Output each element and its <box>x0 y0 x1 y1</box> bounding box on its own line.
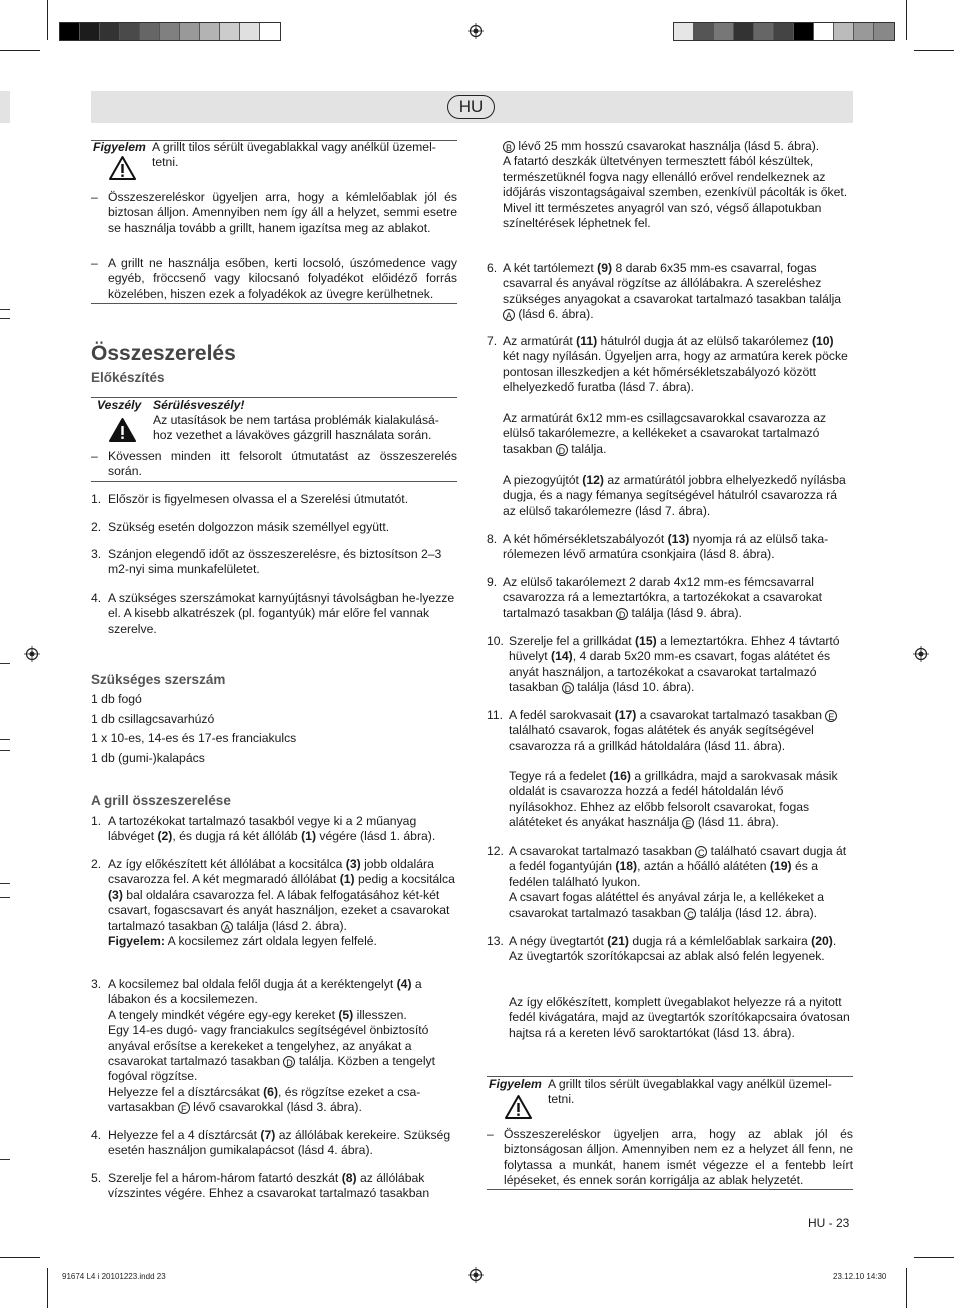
list-item: A szükséges szerszámokat karnyújtásnyi távolságban he-lyezze el. A kisebb alkatrészek (pl. fogantyúk) már előre fel vannak szerelve. <box>108 591 455 636</box>
color-bar-left <box>59 22 281 41</box>
danger-bullet-1: Kövessen minden itt felsorolt útmutatást az összeszerelés során. <box>108 449 457 479</box>
assembly-step-13a: A négy üvegtartót (21) dugja rá a kémlelőablak sarkaira (20). Az üvegtartók szorítókapcsai az ablak alsó felén legyenek. <box>509 934 837 964</box>
previous-page-rule <box>0 1159 10 1160</box>
danger-triangle-icon <box>108 417 137 443</box>
list-item: Szánjon elegendő időt az összeszerelésre, és biztosítson 2–3 m2-nyi sima munkafelületet. <box>108 547 442 577</box>
assembly-step-4: Helyezze fel a 4 dísztárcsát (7) az állólábak kerekeire. Szükség esetén használjon gumikalapácsot (lásd 4. ábra). <box>108 1128 451 1158</box>
previous-page-rule <box>0 750 10 751</box>
previous-page-rule <box>0 309 10 310</box>
danger-sublabel: Sérülésveszély! <box>153 398 245 412</box>
warning-bottom-rule <box>487 1189 853 1190</box>
registration-mark-icon <box>913 646 929 662</box>
warning-bullet-1: Összeszereléskor ügyeljen arra, hogy az ablak jól és biztonságosan álljon. Amennyiben nem ez a helyzet áll fenn, ne folytassa a munkát, hanem ismét végezze el a fentebb leírt lépéseket, és ennek során korrigálja az ablak helyzetét. <box>504 1127 853 1188</box>
list-number: 9. <box>487 575 498 589</box>
assembly-step-11a: A fedél sarokvasait (17) a csavarokat tartalmazó tasakban E található csavarok, fogas alátétek és anyák segítségével csavarozza rá a grillkád hátoldalára (lásd 11. ábra). <box>509 708 853 754</box>
assembly-step-1: A tartozékokat tartalmazó tasakból vegye ki a 2 műanyag lábvéget (2), és dugja rá két állóláb (1) végére (lásd 1. ábra). <box>108 814 436 844</box>
bullet-dash: – <box>91 190 98 204</box>
crop-mark <box>0 50 40 51</box>
list-number: 4. <box>91 1128 102 1142</box>
crop-mark <box>47 0 48 40</box>
list-number: 13. <box>487 934 504 948</box>
bullet-dash: – <box>91 449 98 463</box>
tool-item: 1 db csillagcsavarhúzó <box>91 712 215 726</box>
list-item: Először is figyelmesen olvassa el a Szerelési útmutatót. <box>108 492 409 506</box>
previous-page-rule <box>0 663 10 664</box>
tool-item: 1 db (gumi-)kalapács <box>91 751 205 765</box>
danger-label: Veszély <box>97 398 142 412</box>
bullet-dash: – <box>487 1127 494 1141</box>
list-number: 3. <box>91 977 102 991</box>
assembly-step-7b: Az armatúrát 6x12 mm-es csillagcsavarokkal csavarozza az elülső takarólemezre, a kellékeket a csavarokat tartalmazó tasakban D találja. <box>503 411 827 456</box>
subsection-title: A grill összeszerelése <box>91 793 231 808</box>
warning-label: Figyelem <box>489 1077 542 1091</box>
warning-label: Figyelem <box>93 140 146 154</box>
list-number: 6. <box>487 261 498 275</box>
crop-mark <box>914 1257 954 1258</box>
crop-mark <box>0 1257 40 1258</box>
subsection-title: Előkészítés <box>91 370 165 385</box>
crop-mark <box>906 1268 907 1308</box>
assembly-step-5: Szerelje fel a három-három fatartó deszkát (8) az állólábak vízszintes végére. Ehhez a csavarokat tartalmazó tasakban <box>108 1171 430 1201</box>
previous-page-rule <box>0 883 10 884</box>
list-number: 12. <box>487 844 504 858</box>
danger-bottom-rule <box>91 481 457 482</box>
print-date: 23.12.10 14:30 <box>833 1272 887 1281</box>
bullet-dash: – <box>91 256 98 270</box>
danger-text: Az utasítások be nem tartása problémák kialakulásá-hoz vezethet a lávaköves gázgrill használata során. <box>153 413 439 443</box>
warning-text: A grillt tilos sérült üvegablakkal vagy anélkül üzemel-tetni. <box>152 140 436 170</box>
assembly-step-7c: A piezogyújtót (12) az armatúrától jobbra elhelyezkedő nyílásba dugja, és a nagy fémanya segítségével hátulról csavarozza rá az elülső takarólemezre (lásd 7. ábra). <box>503 473 846 518</box>
list-number: 3. <box>91 547 102 561</box>
assembly-step-9: Az elülső takarólemezt 2 darab 4x12 mm-es fémcsavarral csavarozza rá a lemeztartókra, a tartozékokat a csavarokat tartalmazó tasakban D találja (lásd 9. ábra). <box>503 575 823 620</box>
assembly-step-5-cont: B lévő 25 mm hosszú csavarokat használja (lásd 5. ábra). A fatartó deszkák ültetvényen termesztett fából készültek, természetüknél fogva nagy ellenálló erővel rendelkeznek az időjárás viszontagságaival szemben, ezenkívül pácolták is őket. Mivel itt természetes anyagról van szó, végső állapotukban színeltérések léphetnek fel. <box>503 139 848 231</box>
assembly-step-6: A két tartólemezt (9) 8 darab 6x35 mm-es csavarral, fogas csavarral és anyával rögzítse az állólábakra. A szereléshez szükséges anyagokat a csavarokat tartalmazó tasakban találja A (lásd 6. ábra). <box>503 261 842 322</box>
assembly-step-2: Az így előkészített két állólábat a kocsitálca (3) jobb oldalára csavarozza fel. A két megmaradó állólábat (1) pedig a kocsitálca (3) bal oldalára csavarozza fel. A lábak felfogatásához két-két csavart, fogascsavart és anyát használjon, ezeket a csavarokat tartalmazó tasakban A találja (lásd 2. ábra). Figyelem: A kocsilemez zárt oldala legyen felfelé. <box>108 857 455 949</box>
page-number: HU - 23 <box>808 1216 850 1230</box>
assembly-step-11b: Tegye rá a fedelet (16) a grillkádra, majd a sarokvasak másik oldalát is csavarozza hozzá a fedél hátoldalán lévő nyílásokhoz. Ehhez az előbb felsorolt csavarokat, fogas alátéteket és anyákat használja E (lásd 11. ábra). <box>509 769 838 830</box>
assembly-step-10: Szerelje fel a grillkádat (15) a lemeztartókra. Ehhez 4 távtartó hüvelyt (14), 4 darab 5x20 mm-es csavart, fogas alátétet és anyát használjon, a tartozékokat a csavarokat tartalmazó tasakban D találja (lásd 10. ábra). <box>509 634 840 695</box>
list-number: 1. <box>91 492 102 506</box>
list-number: 8. <box>487 532 498 546</box>
section-title: Összeszerelés <box>91 342 236 365</box>
file-name: 91674 L4 i 20101223.indd 23 <box>62 1272 166 1281</box>
list-number: 4. <box>91 591 102 605</box>
assembly-step-7a: Az armatúrát (11) hátulról dugja át az elülső takarólemez (10) két nagy nyílásán. Ügyeljen arra, hogy az armatúra kerek pöcke pontosan illeszkedjen a két hőmérsékletszabályozó között elhelyezkedő furatba (lásd 7. ábra). <box>503 334 848 395</box>
list-number: 2. <box>91 520 102 534</box>
warning-bottom-rule <box>91 303 457 304</box>
tool-item: 1 x 10-es, 14-es és 17-es franciakulcs <box>91 731 297 745</box>
list-number: 2. <box>91 857 102 871</box>
list-number: 10. <box>487 634 504 648</box>
warning-text: A grillt tilos sérült üvegablakkal vagy anélkül üzemel-tetni. <box>548 1077 832 1107</box>
list-number: 5. <box>91 1171 102 1185</box>
list-number: 7. <box>487 334 498 348</box>
language-badge: HU <box>447 95 495 119</box>
crop-mark <box>906 0 907 40</box>
assembly-step-13b: Az így előkészített, komplett üvegablakot helyezze rá a nyitott fedél kivágatára, majd az üvegtartók szorítókapcsaira óvatosan hajtsa rá a kereten lévő saroktartókat (lásd 13. ábra). <box>509 995 850 1040</box>
warning-bullet-1: Összeszereléskor ügyeljen arra, hogy a kémlelőablak jól és biztosan álljon. Amennyiben nem így áll a helyzet, semmi esetre se használja tovább a grillt, hanem igazítsa meg az ablakot. <box>108 190 457 235</box>
danger-top-rule <box>91 397 457 398</box>
previous-page-band <box>0 91 10 123</box>
assembly-step-12: A csavarokat tartalmazó tasakban C található csavart dugja át a fedél fogantyúján (18), aztán a hőálló alátéten (19) és a fedélen található lyukon. A csavart fogas alátéttel és anyával zárja le, a kellékeket a csavarokat tartalmazó tasakban C találja (lásd 12. ábra). <box>509 844 847 920</box>
previous-page-rule <box>0 897 10 898</box>
list-number: 11. <box>487 708 504 722</box>
warning-bullet-2: A grillt ne használja esőben, kerti locsoló, úszómedence vagy egyéb, fröccsenő vagy kilocsanó folyadékot előidéző forrás közelében, hiszen ezek a folyadékok az üvegre kerülhetnek. <box>108 256 457 301</box>
registration-mark-icon <box>468 23 484 39</box>
assembly-step-3: A kocsilemez bal oldala felől dugja át a keréktengelyt (4) a lábakon és a kocsilemezen. A tengely mindkét végére egy-egy kereket (5) illesszen. Egy 14-es dugó- vagy franciakulcs segítségével önbiztosító anyával erősítse a kerekeket a tengelyhez, az anyákat a csavarokat tartalmazó tasakban D találja. Közben a tengelyt fogóval rögzítse. Helyezze fel a dísztárcsákat (6), és rögzítse ezeket a csavartasakban F lévő csavarokkal (lásd 3. ábra). <box>108 977 436 1115</box>
previous-page-rule <box>0 739 10 740</box>
color-bar-right <box>673 22 895 41</box>
subsection-title: Szükséges szerszám <box>91 672 226 687</box>
registration-mark-icon <box>24 646 40 662</box>
tool-item: 1 db fogó <box>91 692 142 706</box>
registration-mark-icon <box>468 1267 484 1283</box>
caution-triangle-icon <box>504 1094 533 1120</box>
crop-mark <box>914 50 954 51</box>
list-item: Szükség esetén dolgozzon másik személlyel együtt. <box>108 520 390 534</box>
previous-page-rule <box>0 318 10 319</box>
crop-mark <box>47 1268 48 1308</box>
assembly-step-8: A két hőmérsékletszabályozót (13) nyomja rá az elülső takarólemezen lévő armatúra csonkjaira (lásd 8. ábra). <box>503 532 829 562</box>
list-number: 1. <box>91 814 102 828</box>
caution-triangle-icon <box>108 155 137 181</box>
